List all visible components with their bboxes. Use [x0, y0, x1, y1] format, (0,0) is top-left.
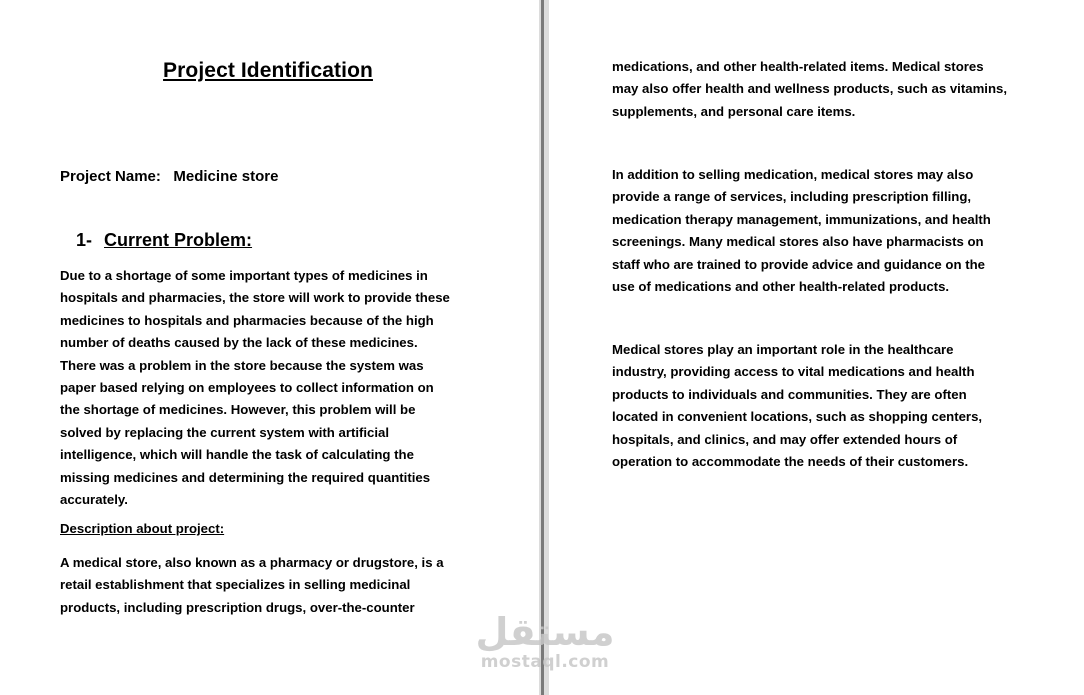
section-number: 1-	[76, 230, 93, 250]
role-paragraph	[612, 339, 982, 473]
text-line: A medical store, also known as a pharmacy or drugstore, is a	[60, 555, 444, 570]
text-line: industry, providing access to vital medications and health	[612, 364, 975, 380]
services-paragraph	[612, 164, 991, 298]
text-line: Medical stores play an important role in the healthcare	[612, 342, 954, 357]
text-line: operation to accommodate the needs of their customers.	[612, 454, 969, 470]
project-name-label: Project Name:	[60, 168, 161, 185]
description-paragraph	[60, 552, 444, 619]
text-line: supplements, and personal care items.	[612, 103, 856, 119]
right-page	[549, 0, 1084, 695]
current-problem-heading	[76, 230, 252, 251]
text-line: use of medications and other health-related products.	[612, 279, 950, 295]
project-name-line	[60, 168, 278, 185]
page-divider	[541, 0, 544, 695]
text-line: accurately.	[60, 492, 128, 508]
text-line: There was a problem in the store because the system was	[60, 357, 424, 373]
left-page	[0, 0, 539, 695]
text-line: number of deaths caused by the lack of these medicines.	[60, 335, 418, 351]
text-line: located in convenient locations, such as shopping centers,	[612, 409, 983, 425]
text-line: staff who are trained to provide advice and guidance on the	[612, 256, 985, 272]
text-line: provide a range of services, including prescription filling,	[612, 189, 972, 205]
section-title: Current Problem:	[104, 230, 253, 250]
text-line: screenings. Many medical stores also have pharmacists on	[612, 234, 984, 250]
text-line: paper based relying on employees to collect information on	[60, 380, 434, 396]
text-line: products, including prescription drugs, over-the-counter	[60, 599, 415, 615]
watermark-arabic: مستقل	[475, 610, 615, 654]
text-line: hospitals, and clinics, and may offer extended hours of	[612, 431, 958, 447]
continuation-paragraph	[612, 56, 1007, 123]
description-heading: Description about project:	[60, 521, 225, 536]
text-line: the shortage of medicines. However, this problem will be	[60, 402, 416, 418]
text-line: products to individuals and communities. They are often	[612, 386, 967, 402]
text-line: medicines to hospitals and pharmacies because of the high	[60, 312, 434, 328]
document-title: Project Identification	[163, 59, 373, 82]
watermark-latin: mostaql.com	[480, 652, 610, 672]
text-line: intelligence, which will handle the task of calculating the	[60, 447, 414, 463]
mostaql-watermark	[470, 612, 620, 672]
text-line: In addition to selling medication, medical stores may also	[612, 167, 974, 182]
text-line: medications, and other health-related items. Medical stores	[612, 59, 984, 74]
text-line: hospitals and pharmacies, the store will work to provide these	[60, 290, 450, 306]
text-line: may also offer health and wellness products, such as vitamins,	[612, 81, 1008, 97]
text-line: missing medicines and determining the required quantities	[60, 469, 431, 485]
text-line: Due to a shortage of some important types of medicines in	[60, 268, 428, 283]
text-line: retail establishment that specializes in selling medicinal	[60, 577, 411, 593]
project-name-value: Medicine store	[173, 168, 279, 185]
text-line: solved by replacing the current system with artificial	[60, 424, 390, 440]
current-problem-paragraph	[60, 265, 450, 511]
text-line: medication therapy management, immunizations, and health	[612, 211, 991, 227]
